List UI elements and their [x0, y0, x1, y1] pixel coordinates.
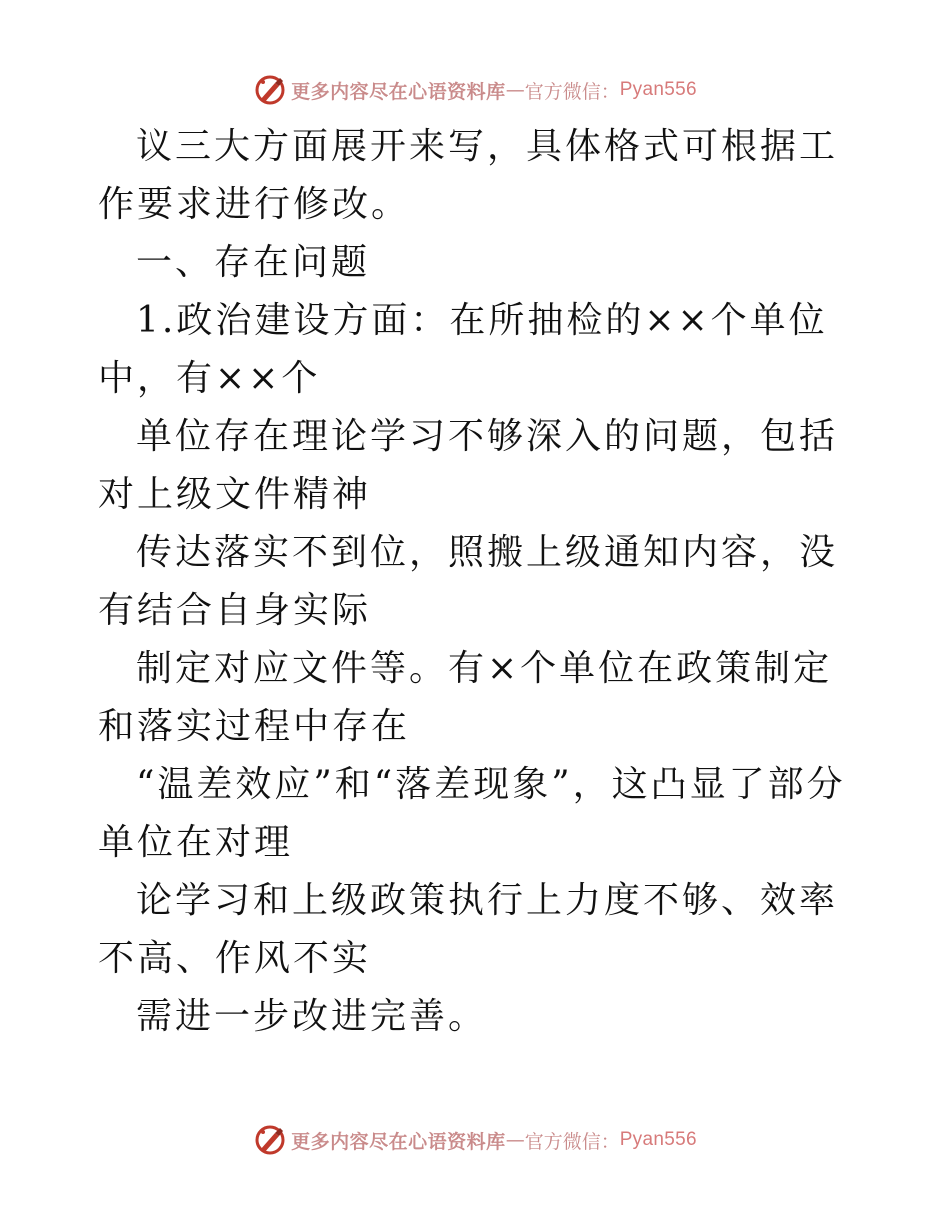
paragraph: “温差效应”和“落差现象”，这凸显了部分单位在对理 [98, 764, 846, 863]
document-body [98, 118, 858, 1046]
page-header-banner [0, 70, 950, 110]
banner-wechat-label: 官方微信： [524, 80, 620, 103]
banner-wechat-id: Pyan556 [619, 1129, 697, 1150]
paragraph: 论学习和上级政策执行上力度不够、效率不高、作风不实 [98, 880, 839, 979]
banner-slogan: 更多内容尽在心语资料库 [291, 80, 506, 103]
paragraph: 需进一步改进完善。 [136, 996, 488, 1037]
paragraph: 制定对应文件等。有×个单位在政策制定和落实过程中存在 [98, 648, 833, 747]
banner-dash: — [505, 79, 525, 101]
banner-dash: — [505, 1129, 525, 1151]
paragraph: 传达落实不到位，照搬上级通知内容，没有结合自身实际 [98, 532, 839, 631]
paragraph: 议三大方面展开来写，具体格式可根据工作要求进行修改。 [98, 126, 839, 225]
pen-logo-icon [253, 73, 287, 107]
banner-wechat-label: 官方微信： [524, 1130, 620, 1153]
pen-logo-icon [253, 1123, 287, 1157]
section-heading: 一、存在问题 [136, 242, 371, 283]
banner-wechat-id: Pyan556 [619, 79, 697, 100]
banner-slogan: 更多内容尽在心语资料库 [291, 1130, 506, 1153]
paragraph: 1.政治建设方面：在所抽检的××个单位中，有××个 [98, 300, 828, 399]
paragraph: 单位存在理论学习不够深入的问题，包括对上级文件精神 [98, 416, 839, 515]
page-footer-banner [0, 1120, 950, 1160]
